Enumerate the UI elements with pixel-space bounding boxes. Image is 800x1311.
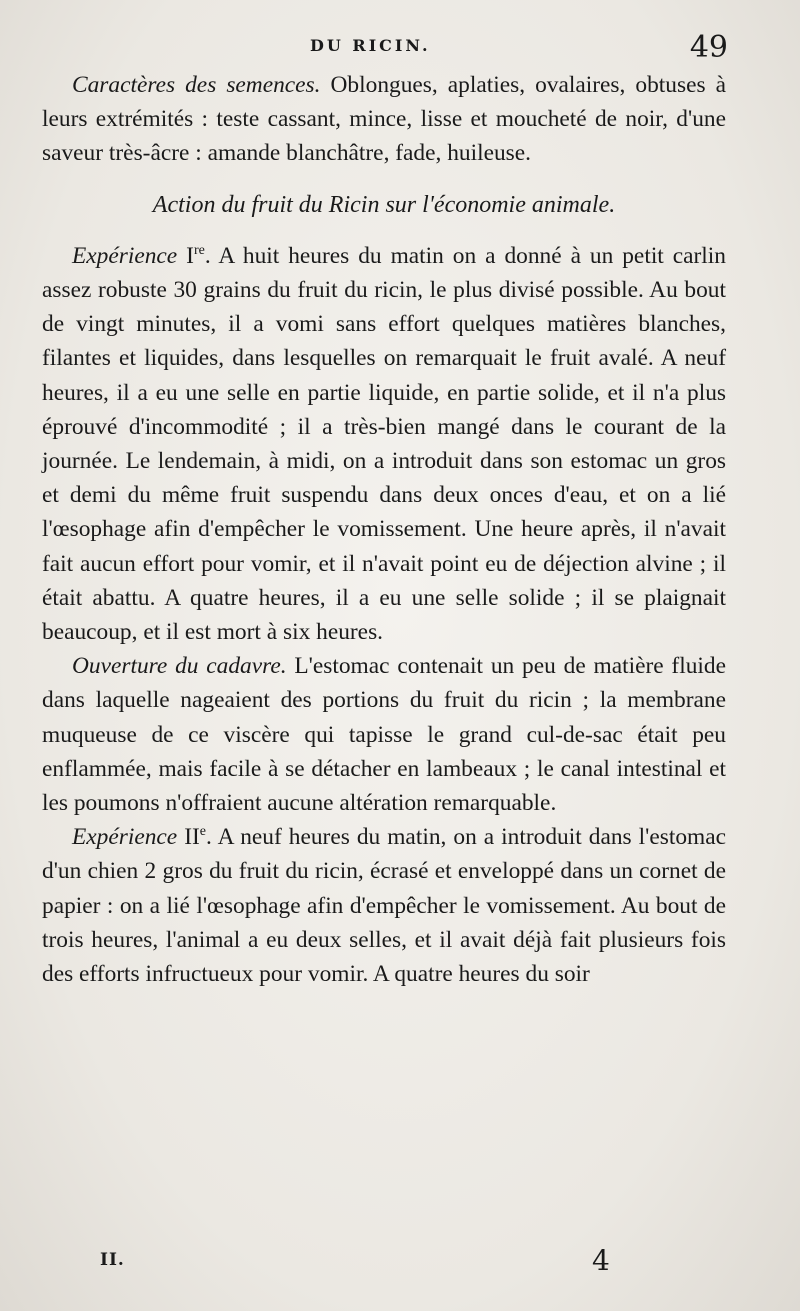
paragraph-text: Oblongues, aplaties, ovalaires, obtuses à leurs extrémités : teste cassant, mince, lisse et moucheté de noir, d'une saveur très-âcre : amande blanchâtre, fade, huileuse.: [42, 72, 726, 167]
page-number: 49: [689, 30, 728, 65]
section-subheading: Action du fruit du Ricin sur l'économie animale.: [152, 191, 616, 218]
running-title: DU RICIN.: [310, 36, 431, 55]
paragraph-experiment-2: [42, 820, 726, 991]
paragraph-experiment-1: [42, 239, 726, 649]
paragraph-text: . A huit heures du matin on a donné à un petit carlin assez robuste 30 grains du fruit du ricin, le plus divisé possible. Au bout de vingt minutes, il a vomi sans effort quelques matières blanches, filantes et liquides, dans lesquelles on remarquait le fruit avalé. A neuf heures, il a eu une selle en partie liquide, en partie solide, et il n'a plus éprouvé d'incommodité ; il a très-bien mangé dans le courant de la journée. Le lendemain, à midi, on a introduit dans son estomac un gros et demi du même fruit suspendu dans deux onces d'eau, et on a lié l'œsophage afin d'empêcher le vomissement. Une heure après, il n'avait fait aucun effort pour vomir, et il n'avait point eu de déjection alvine ; il était abattu. A quatre heures, il a eu une selle solide ; il se plaignait beaucoup, et il est mort à six heures.: [42, 242, 727, 646]
paragraph-lead: Caractères des semences.: [72, 72, 321, 98]
paragraph-seed-characters: [42, 68, 726, 171]
experiment-ordinal: e: [199, 824, 207, 840]
signature-mark: II.: [100, 1250, 125, 1270]
paragraph-text: . A neuf heures du matin, on a introduit dans l'estomac d'un chien 2 gros du fruit du ricin, écrasé et enveloppé dans un cornet de papier : on a lié l'œsophage afin d'empêcher le vomissement. Au bout de trois heures, l'animal a eu deux selles, et il avait déjà fait plusieurs fois des efforts infructueux pour vomir. A quatre heures du soir: [42, 824, 726, 988]
paragraph-lead: Expérience: [72, 242, 178, 269]
paragraph-lead: Expérience: [72, 824, 178, 851]
paragraph-lead: Ouverture du cadavre.: [72, 653, 287, 680]
gathering-number: 4: [592, 1244, 610, 1277]
body-text: [42, 68, 726, 991]
paragraph-autopsy: [42, 649, 726, 820]
running-head: [0, 30, 800, 70]
experiment-ordinal: re: [193, 242, 205, 258]
paragraph-text: L'estomac contenait un peu de matière fluide dans laquelle nageaient des portions du fruit du ricin ; la membrane muqueuse de ce viscère qui tapisse le grand cul-de-sac était peu enflammée, mais facile à se détacher en lambeaux ; le canal intestinal et les poumons n'offraient aucune altération remarquable.: [42, 653, 726, 817]
experiment-number: I: [177, 242, 194, 269]
experiment-number: II: [177, 824, 200, 851]
